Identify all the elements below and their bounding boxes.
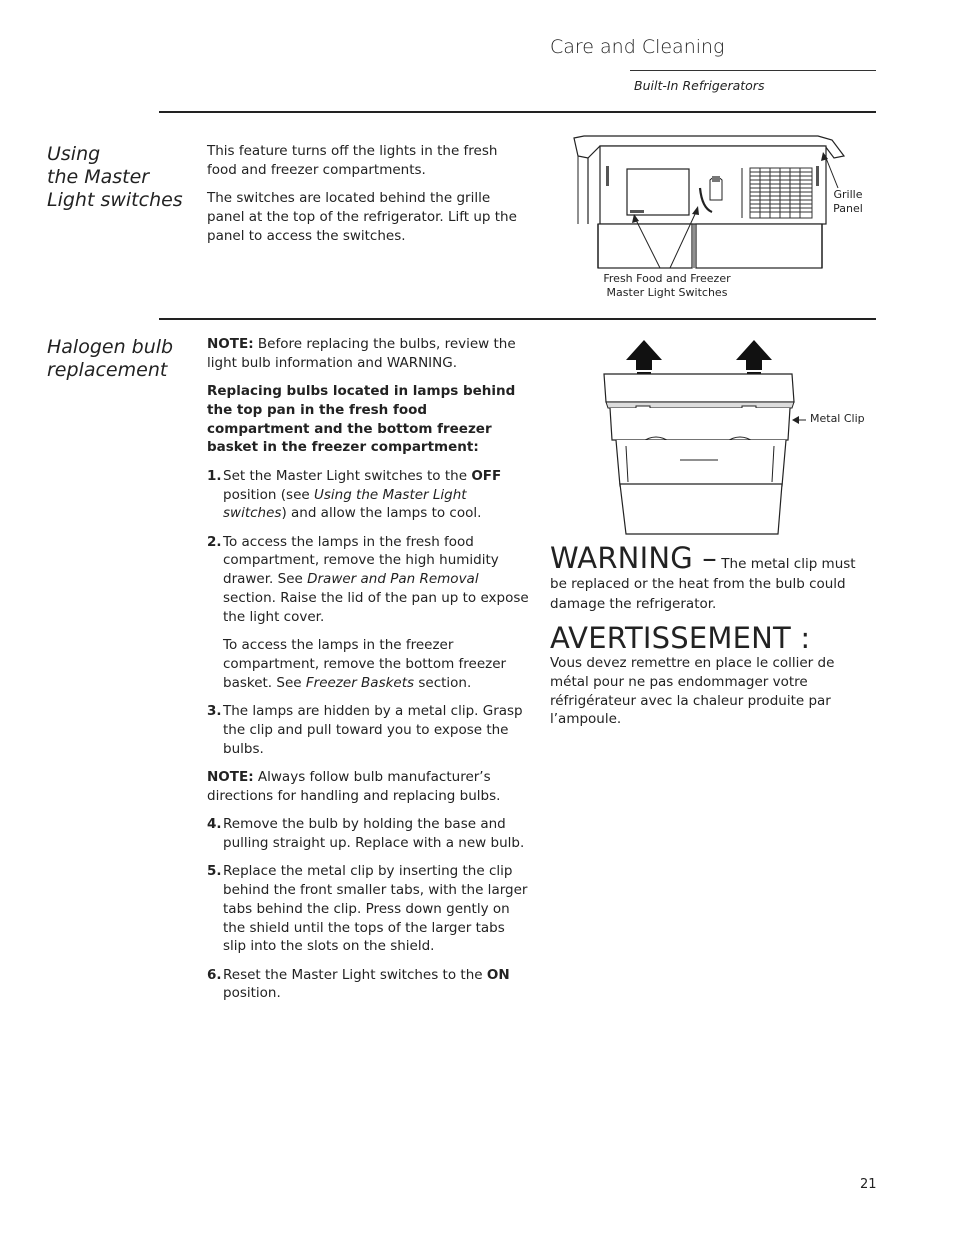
warning-block [550,541,870,729]
halogen-body [207,335,529,1013]
header-subtitle: Built-In Refrigerators [634,78,765,93]
list-item: 6. Reset the Master Light switches to the ON position. [207,966,510,1002]
list-item: 4. Remove the bulb by holding the base and pulling straight up. Replace with a new bulb. [207,816,525,851]
header-divider [630,70,876,71]
warning-fr-text: Vous devez remettre en place le collier de métal pour ne pas endommager votre réfrigérateur avec la chaleur produite par l’ampoule. [550,655,835,728]
section-divider-middle [159,318,876,320]
list-item: 5. Replace the metal clip by inserting the clip behind the front smaller tabs, with the larger tabs behind the clip. Press down gently on the shield until the tops of the larger tabs slip into the slots on the shield. [207,863,528,955]
section-title-master-light: Using the Master Light switches [47,143,183,211]
section-divider-top [159,111,876,113]
steps-list [207,815,529,1003]
master-switches-label: Fresh Food and Freezer Master Light Switches [603,272,731,299]
list-item: To access the lamps in the freezer compartment, remove the bottom freezer basket. See Freezer Baskets section. [223,637,507,691]
paragraph: The switches are located behind the grille panel at the top of the refrigerator. Lift up the panel to access the switches. [207,190,517,244]
note-paragraph: NOTE: Always follow bulb manufacturer’s directions for handling and replacing bulbs. [207,768,501,804]
paragraph: This feature turns off the lights in the fresh food and freezer compartments. [207,143,498,178]
note-paragraph: NOTE: Before replacing the bulbs, review the light bulb information and WARNING. [207,336,516,371]
metal-clip-label: Metal Clip [810,412,865,425]
warning-fr-heading: AVERTISSEMENT : [550,621,811,655]
master-light-body [207,142,527,255]
bold-intro: Replacing bulbs located in lamps behind the top pan in the fresh food compartment and the bottom freezer basket in the freezer compartment: [207,383,516,456]
grille-panel-label: Grille Panel [833,188,863,215]
list-item: 2. To access the lamps in the fresh food compartment, remove the high humidity drawer. See Drawer and Pan Removal section. Raise the lid of the pan up to expose the light cover. [207,533,529,625]
metal-clip-illustration [596,336,810,542]
page-number: 21 [860,1177,877,1192]
list-item: 3. The lamps are hidden by a metal clip. Grasp the clip and pull toward you to expose the bulbs. [207,703,523,757]
steps-list [207,467,529,759]
list-item: 1. Set the Master Light switches to the OFF position (see Using the Master Light switches) and allow the lamps to cool. [207,467,502,522]
section-title-halogen: Halogen bulb replacement [47,336,174,381]
section-header-title: Care and Cleaning [550,36,725,58]
warning-paragraph: WARNING – The metal clip must be replaced or the heat from the bulb could damage the refrigerator. [550,541,856,612]
